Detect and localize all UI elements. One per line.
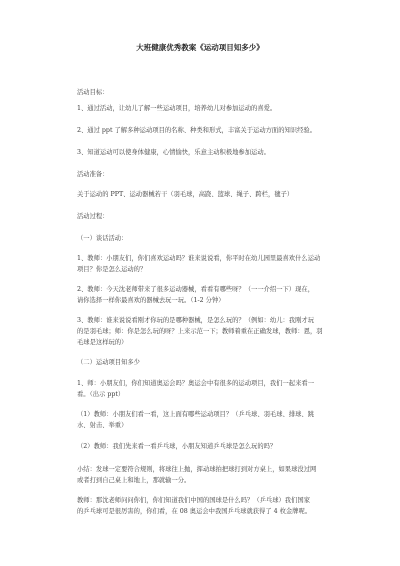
- paragraph-line: 请你选择一样你最喜欢的器械去玩一玩。（1-2 分钟）: [77, 297, 225, 304]
- paragraph-line: （1）教师：小朋友们看一看，这上面有哪些运动项目？（乒乓球、羽毛球、排球、跳: [77, 411, 314, 418]
- paragraph-line: 1、通过活动，让幼儿了解一些运动项目，培养幼儿对参加运动的喜爱。: [77, 105, 277, 112]
- paragraph-line: 或者打到自己桌上和地上，那就输一分。: [77, 477, 191, 484]
- paragraph-line: 1、教师：小朋友们，你们喜欢运动吗？谁来说说看，你平时在幼儿园里最喜欢什么运动: [77, 255, 321, 262]
- subsection-heading: （二）运动项目知多少: [77, 359, 140, 366]
- paragraph-line: 看。（出示 ppt）: [77, 391, 125, 398]
- paragraph-line: 关于运动的 PPT、运动器械若干（羽毛球，高跷、篮球、绳子、跨栏，毽子）: [77, 191, 294, 198]
- paragraph-line: 项目？你是怎么运动的？: [77, 266, 147, 273]
- paragraph-line: 1、师：小朋友们，你们知道奥运会吗？奥运会中有很多的运动项目，我们一起来看一: [77, 380, 314, 387]
- paragraph-line: 毛球是这样玩的）: [77, 339, 128, 346]
- document-title: 大班健康优秀教案《运动项目知多少》: [136, 43, 264, 52]
- paragraph-line: （2）教师：我们先来看一看乒乓球，小朋友知道乒乓球是怎么玩的吗？: [77, 443, 277, 450]
- paragraph-line: 2、教师：今天沈老师带来了很多运动器械，看看有哪些呀？（一一介绍一下）现在，: [77, 286, 314, 293]
- paragraph-line: 3、知道运动可以使身体健康，心情愉快，乐意主动积极地参加运动。: [77, 149, 270, 156]
- paragraph-line: 水、射击、举重）: [77, 422, 128, 429]
- paragraph-line: 的乒乓球可是很厉害的，你们看，在 08 奥运会中我国乒乓球就获得了 4 枚金牌呢。: [77, 508, 312, 515]
- paragraph-line: 的是羽毛球；师：你是怎么玩的呀？上来示范一下；教师着重在正确发球，教师：恩，羽: [77, 328, 323, 335]
- paragraph-line: 3、教师：谁来说说看刚才你玩的是哪种器械，是怎么玩的？（例如：幼儿：我刚才玩: [77, 317, 314, 324]
- paragraph-line: 2、通过 ppt 了解多种运动项目的名称、种类和形式，丰富关于运动方面的知识经验。: [77, 127, 316, 134]
- subsection-heading: （一）谈话活动：: [77, 235, 128, 242]
- section-heading-goals: 活动目标：: [77, 89, 109, 96]
- section-heading-preparation: 活动准备：: [77, 171, 109, 178]
- paragraph-line: 教师：那沈老师问问你们，你们知道我们中国的国球是什么吗？（乒乓球）我们国家: [77, 497, 310, 504]
- paragraph-line: 小结：发球一定要符合规则，将球往上抛，挥动球拍把球打到对方桌上，如果球没过网: [77, 466, 317, 473]
- section-heading-process: 活动过程：: [77, 213, 109, 220]
